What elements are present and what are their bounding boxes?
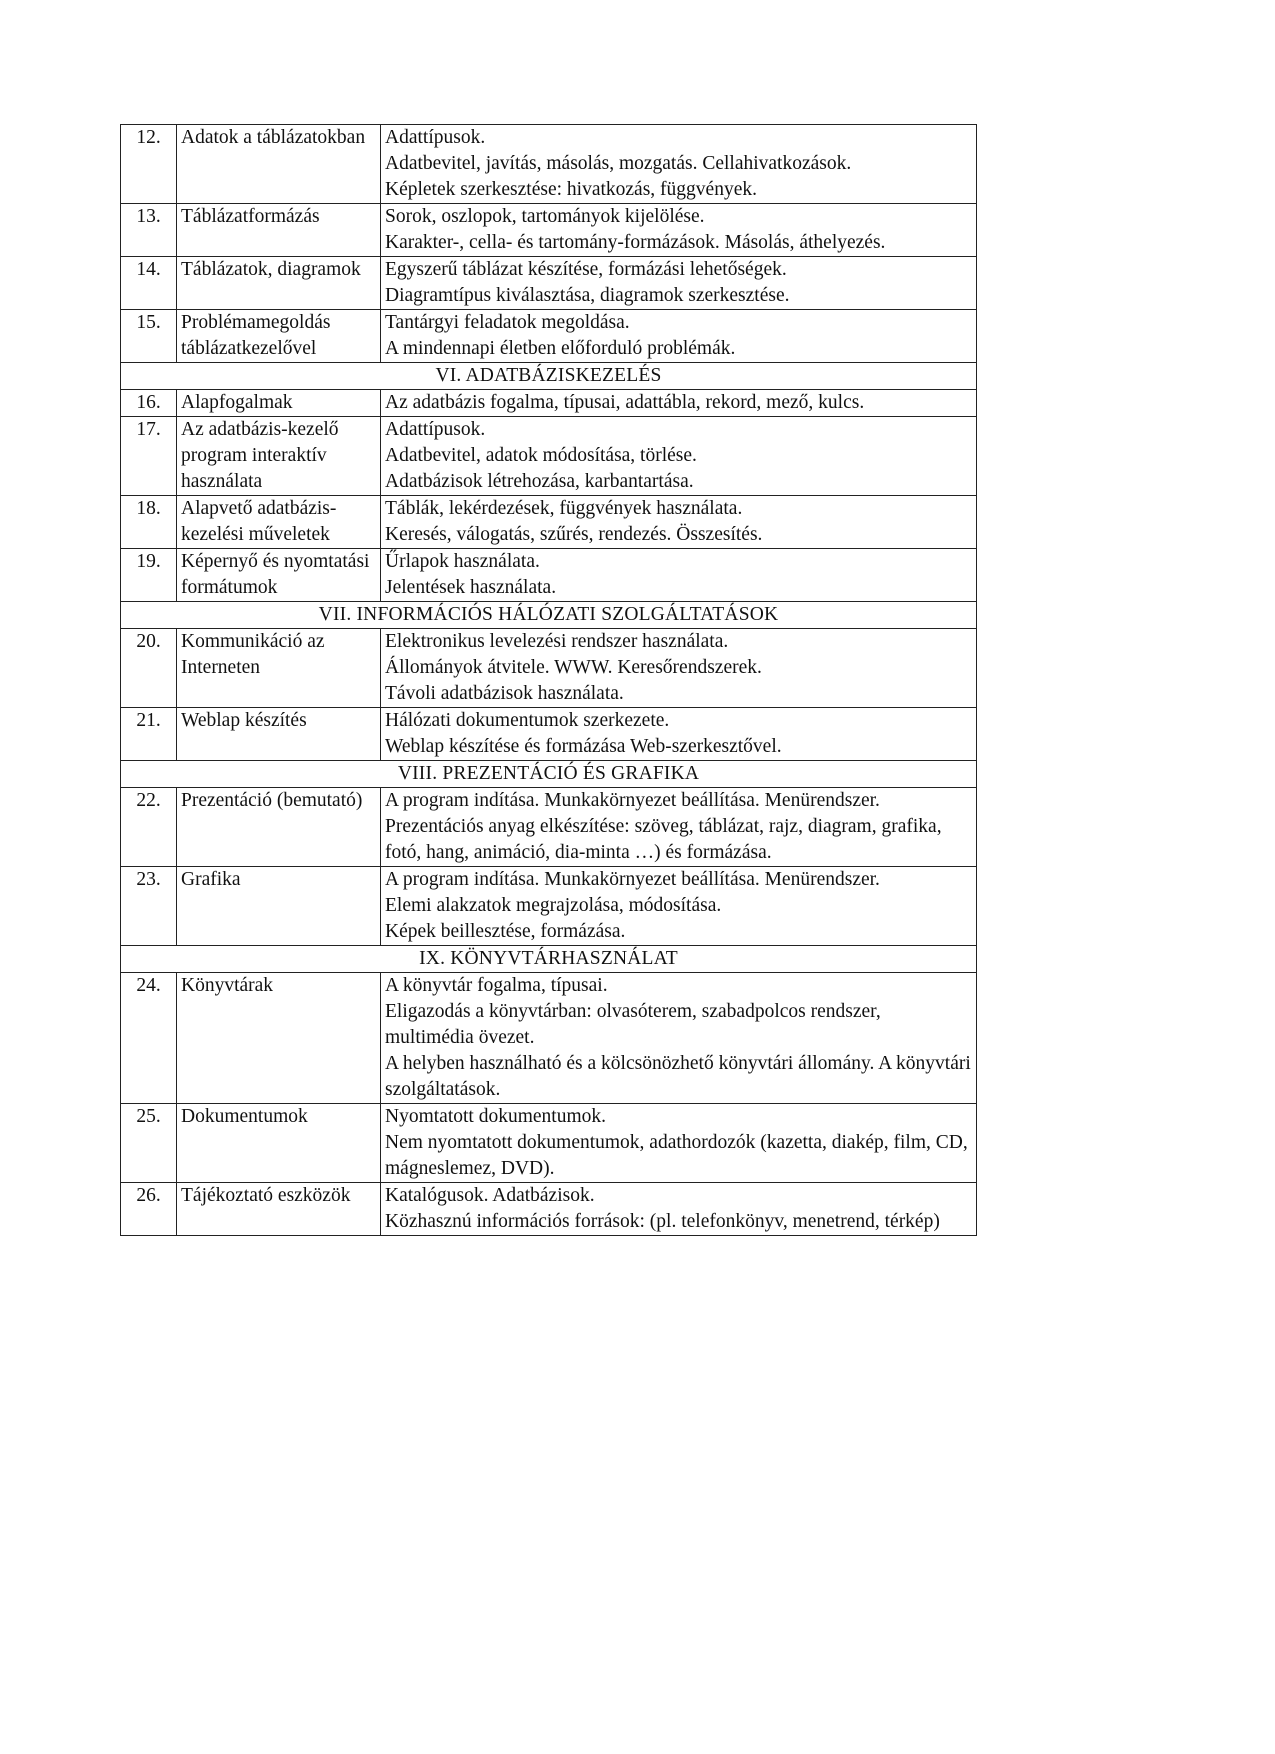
table-row (121, 1183, 977, 1236)
table-row (121, 257, 977, 310)
curriculum-table-body (121, 125, 977, 1236)
row-topic: Adatok a táblázatokban (177, 125, 381, 204)
content-line: A könyvtár fogalma, típusai. (385, 975, 608, 996)
content-line: Állományok átvitele. WWW. Keresőrendszerek. (385, 657, 762, 678)
section-heading-row (121, 602, 977, 629)
row-topic: Az adatbázis-kezelő program interaktív használata (177, 417, 381, 496)
row-topic: Weblap készítés (177, 708, 381, 761)
table-row (121, 496, 977, 549)
row-content (381, 1183, 977, 1236)
row-content (381, 496, 977, 549)
content-line: Prezentációs anyag elkészítése: szöveg, táblázat, rajz, diagram, grafika, fotó, hang, animáció, dia-minta …) és formázása. (385, 816, 942, 863)
table-row (121, 390, 977, 417)
row-topic: Prezentáció (bemutató) (177, 788, 381, 867)
content-line: Adatbázisok létrehozása, karbantartása. (385, 471, 694, 492)
content-line: Űrlapok használata. (385, 551, 540, 572)
content-line: Nem nyomtatott dokumentumok, adathordozók (kazetta, diakép, film, CD, mágneslemez, DVD). (385, 1132, 968, 1179)
content-line: Az adatbázis fogalma, típusai, adattábla, rekord, mező, kulcs. (385, 392, 865, 413)
content-line: Nyomtatott dokumentumok. (385, 1106, 606, 1127)
row-number: 17. (121, 417, 177, 496)
content-line: Diagramtípus kiválasztása, diagramok szerkesztése. (385, 285, 790, 306)
row-content (381, 1104, 977, 1183)
row-topic: Alapfogalmak (177, 390, 381, 417)
table-row (121, 973, 977, 1104)
row-content (381, 549, 977, 602)
row-content (381, 417, 977, 496)
table-row (121, 1104, 977, 1183)
content-line: Eligazodás a könyvtárban: olvasóterem, szabadpolcos rendszer, multimédia övezet. (385, 1001, 881, 1048)
content-line: Hálózati dokumentumok szerkezete. (385, 710, 670, 731)
table-row (121, 125, 977, 204)
row-topic: Tájékoztató eszközök (177, 1183, 381, 1236)
row-topic: Problémamegoldás táblázatkezelővel (177, 310, 381, 363)
row-content (381, 257, 977, 310)
row-content (381, 867, 977, 946)
section-heading: IX. KÖNYVTÁRHASZNÁLAT (121, 946, 977, 973)
table-row (121, 629, 977, 708)
table-row (121, 788, 977, 867)
row-content (381, 310, 977, 363)
row-number: 24. (121, 973, 177, 1104)
content-line: Sorok, oszlopok, tartományok kijelölése. (385, 206, 705, 227)
content-line: Elemi alakzatok megrajzolása, módosítása. (385, 895, 722, 916)
section-heading-row (121, 761, 977, 788)
content-line: Képek beillesztése, formázása. (385, 921, 626, 942)
row-number: 23. (121, 867, 177, 946)
content-line: A mindennapi életben előforduló problémák. (385, 338, 736, 359)
row-content (381, 788, 977, 867)
content-line: Tantárgyi feladatok megoldása. (385, 312, 630, 333)
row-content (381, 629, 977, 708)
row-topic: Táblázatok, diagramok (177, 257, 381, 310)
section-heading-row (121, 946, 977, 973)
row-number: 15. (121, 310, 177, 363)
table-row (121, 708, 977, 761)
content-line: Távoli adatbázisok használata. (385, 683, 624, 704)
table-row (121, 204, 977, 257)
table-row (121, 310, 977, 363)
row-content (381, 390, 977, 417)
section-heading: VIII. PREZENTÁCIÓ ÉS GRAFIKA (121, 761, 977, 788)
content-line: A program indítása. Munkakörnyezet beállítása. Menürendszer. (385, 869, 880, 890)
row-number: 22. (121, 788, 177, 867)
table-row (121, 867, 977, 946)
content-line: Katalógusok. Adatbázisok. (385, 1185, 595, 1206)
content-line: Táblák, lekérdezések, függvények használata. (385, 498, 743, 519)
content-line: Elektronikus levelezési rendszer használata. (385, 631, 729, 652)
row-number: 16. (121, 390, 177, 417)
content-line: A program indítása. Munkakörnyezet beállítása. Menürendszer. (385, 790, 880, 811)
content-line: Adatbevitel, adatok módosítása, törlése. (385, 445, 697, 466)
row-content (381, 708, 977, 761)
row-number: 19. (121, 549, 177, 602)
row-topic: Könyvtárak (177, 973, 381, 1104)
row-topic: Grafika (177, 867, 381, 946)
section-heading: VII. INFORMÁCIÓS HÁLÓZATI SZOLGÁLTATÁSOK (121, 602, 977, 629)
row-number: 18. (121, 496, 177, 549)
section-heading-row (121, 363, 977, 390)
content-line: Közhasznú információs források: (pl. telefonkönyv, menetrend, térkép) (385, 1211, 940, 1232)
row-number: 20. (121, 629, 177, 708)
content-line: Jelentések használata. (385, 577, 557, 598)
content-line: Keresés, válogatás, szűrés, rendezés. Összesítés. (385, 524, 763, 545)
row-number: 21. (121, 708, 177, 761)
row-number: 12. (121, 125, 177, 204)
content-line: Karakter-, cella- és tartomány-formázások. Másolás, áthelyezés. (385, 232, 886, 253)
row-number: 26. (121, 1183, 177, 1236)
content-line: Egyszerű táblázat készítése, formázási lehetőségek. (385, 259, 787, 280)
table-row (121, 549, 977, 602)
row-content (381, 204, 977, 257)
row-content (381, 125, 977, 204)
row-number: 13. (121, 204, 177, 257)
section-heading: VI. ADATBÁZISKEZELÉS (121, 363, 977, 390)
row-topic: Táblázatformázás (177, 204, 381, 257)
row-topic: Kommunikáció az Interneten (177, 629, 381, 708)
row-topic: Alapvető adatbázis-kezelési műveletek (177, 496, 381, 549)
content-line: Képletek szerkesztése: hivatkozás, függvények. (385, 179, 757, 200)
content-line: Adattípusok. (385, 419, 486, 440)
row-number: 25. (121, 1104, 177, 1183)
row-number: 14. (121, 257, 177, 310)
content-line: A helyben használható és a kölcsönözhető könyvtári állomány. A könyvtári szolgáltatások. (385, 1053, 971, 1100)
table-row (121, 417, 977, 496)
row-topic: Képernyő és nyomtatási formátumok (177, 549, 381, 602)
content-line: Adattípusok. (385, 127, 486, 148)
curriculum-table (120, 124, 977, 1236)
row-topic: Dokumentumok (177, 1104, 381, 1183)
content-line: Weblap készítése és formázása Web-szerkesztővel. (385, 736, 782, 757)
row-content (381, 973, 977, 1104)
content-line: Adatbevitel, javítás, másolás, mozgatás. Cellahivatkozások. (385, 153, 852, 174)
